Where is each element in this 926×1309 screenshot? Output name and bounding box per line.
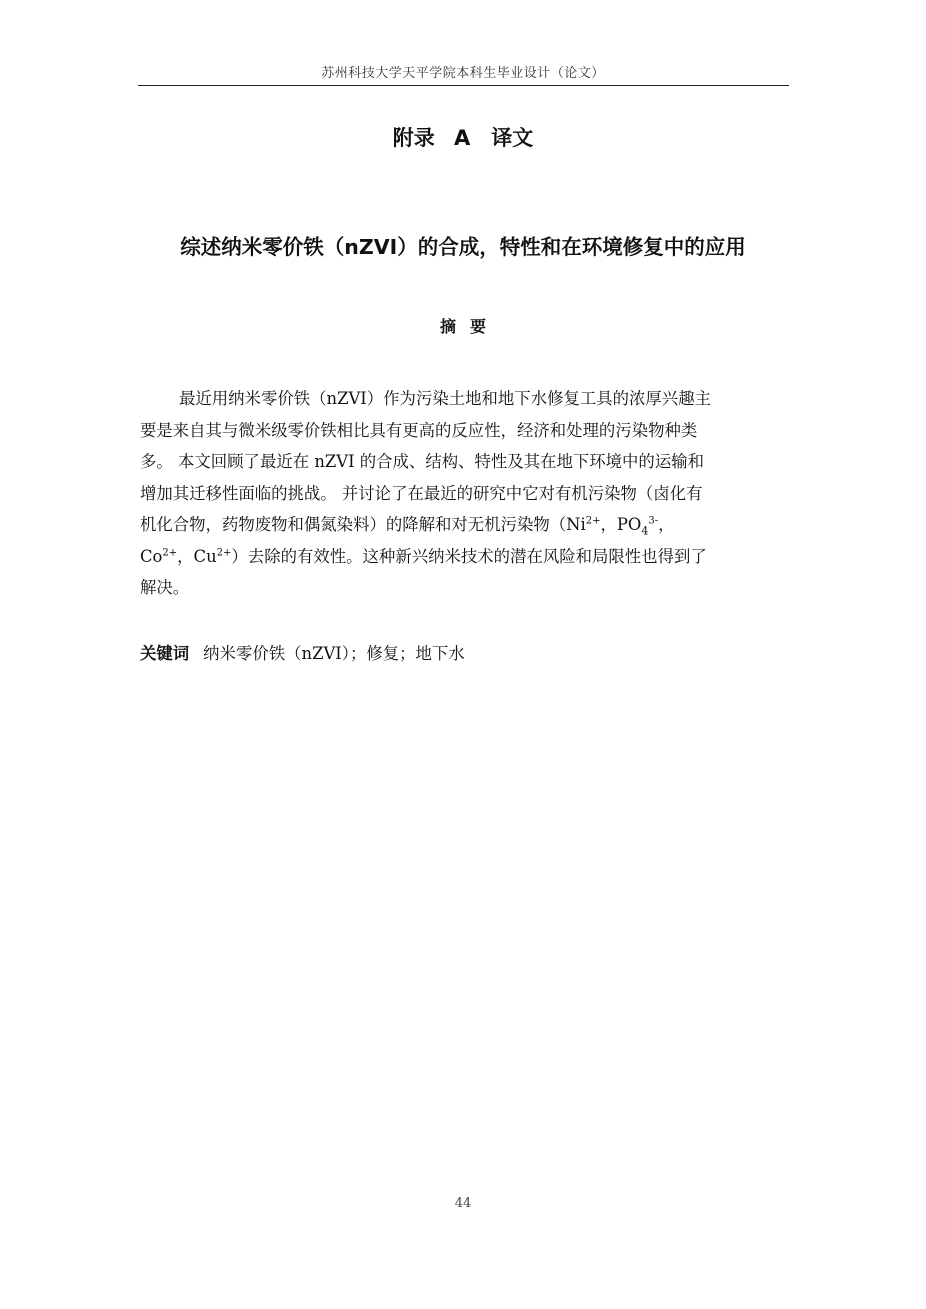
cu-charge: 2+ [216,547,232,559]
ni-charge: 2+ [585,515,601,527]
abstract-line-5 [140,509,786,541]
abstract-line-2: 要是来自其与微米级零价铁相比具有更高的反应性，经济和处理的污染物种类 [140,420,698,440]
abstract-line-5-po: ，PO [600,515,642,534]
co-text: Co [140,546,163,566]
abstract-line-6 [140,541,786,573]
po-subscript: 4 [641,524,649,538]
abstract-line-5-text: 机化合物，药物废物和偶氮染料）的降解和对无机污染物（Ni [140,515,586,534]
abstract-line-1: 最近用纳米零价铁（nZVI）作为污染土地和地下水修复工具的浓厚兴趣主 [179,389,711,408]
abstract-line-4: 增加其迁移性面临的挑战。 并讨论了在最近的研究中它对有机污染物（卤化有 [140,483,703,503]
keywords-text: 纳米零价铁（nZVI）；修复；地下水 [203,644,465,663]
abstract-line-6-text: ）去除的有效性。这种新兴纳米技术的潜在风险和局限性也得到了 [231,546,707,566]
abstract-heading: 摘要 [439,317,500,336]
article-title: 综述纳米零价铁（nZVI）的合成，特性和在环境修复中的应用 [180,235,746,259]
po-charge: 3- [648,515,659,527]
appendix-title: 附录 A 译文 [392,126,534,150]
abstract-line-3: 多。 本文回顾了最近在 nZVI 的合成、结构、特性及其在地下环境中的运输和 [140,452,704,471]
running-header: 苏州科技大学天平学院本科生毕业设计（论文） [321,66,605,81]
header-rule [138,85,789,86]
co-charge: 2+ [162,547,178,559]
abstract-paragraph [140,383,786,604]
cu-text: ，Cu [177,546,217,566]
abstract-line-7: 解决。 [140,578,190,597]
page-number: 44 [454,1196,472,1211]
keywords [140,640,786,664]
keywords-label: 关键词 [140,644,190,663]
abstract-line-5-end: ， [658,515,675,534]
